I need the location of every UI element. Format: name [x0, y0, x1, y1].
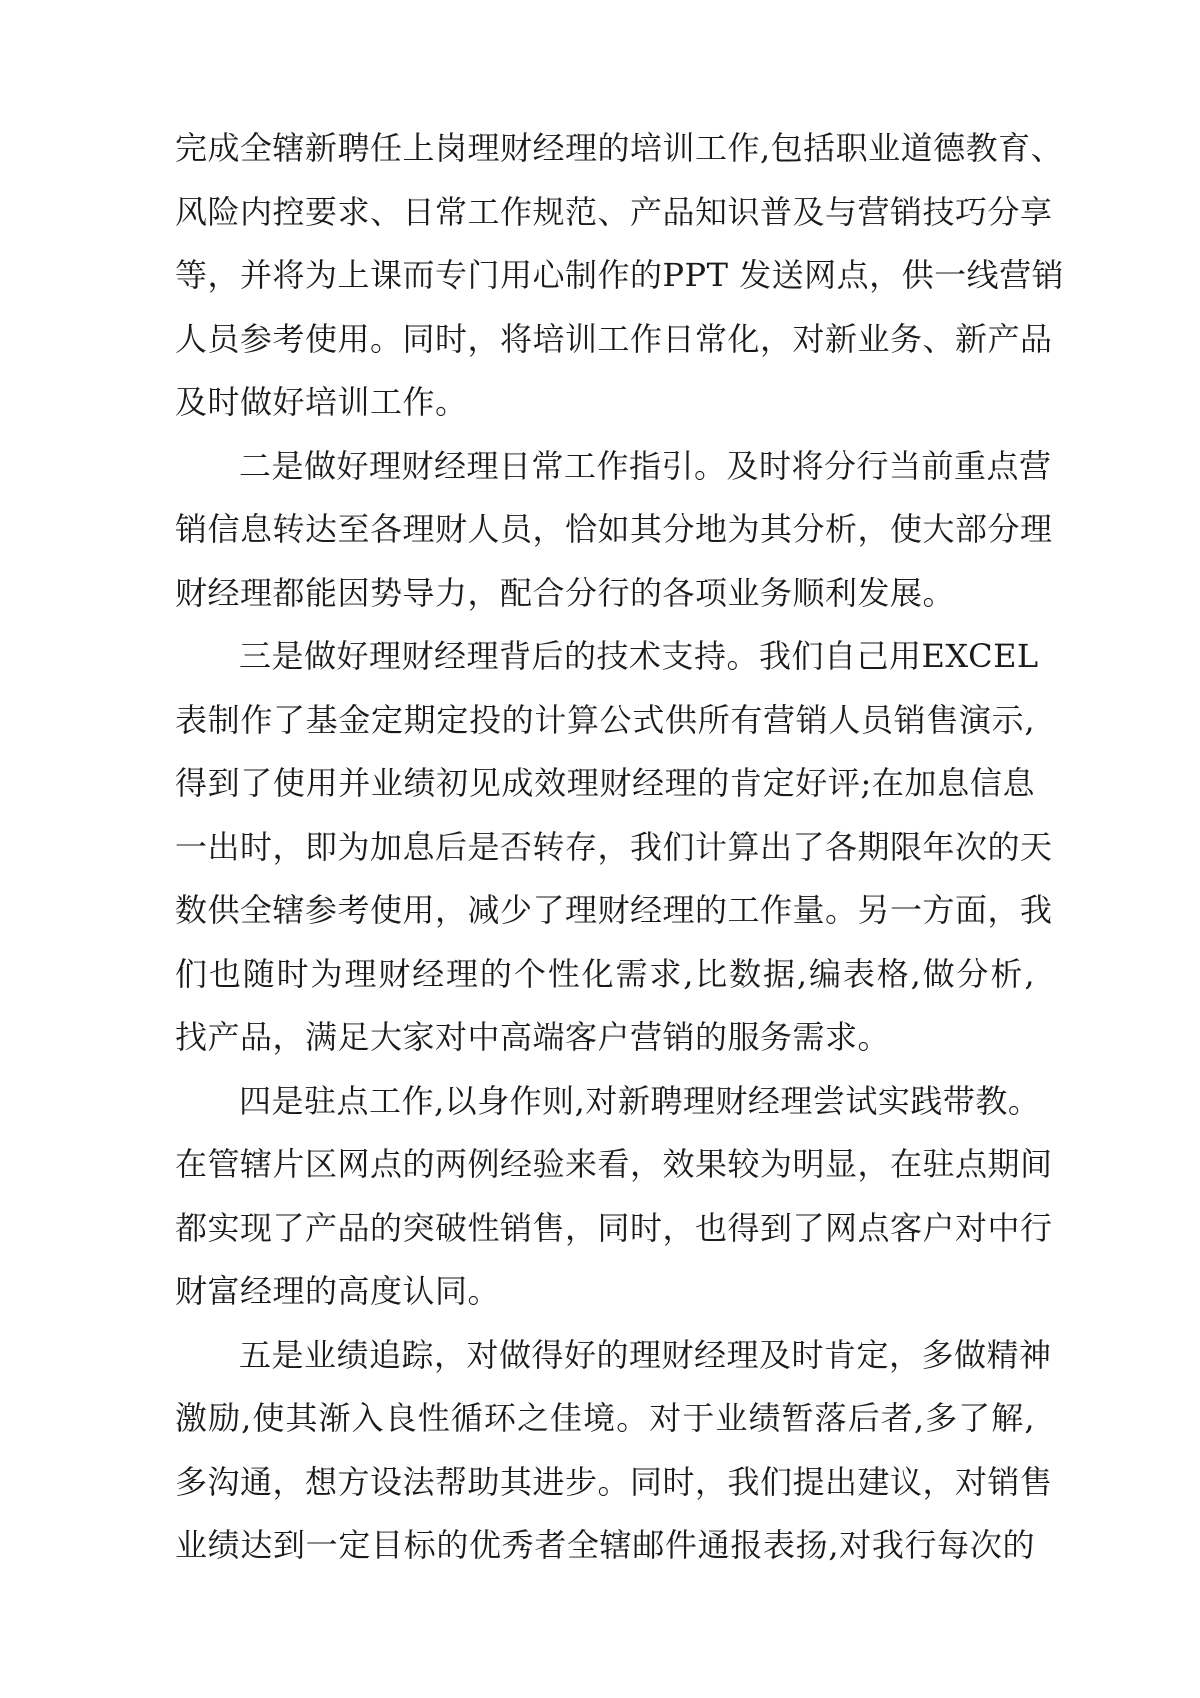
text-line: 财经理都能因势导力，配合分行的各项业务顺利发展。 — [175, 573, 956, 612]
text-line: 激励,使其渐入良性循环之佳境。对于业绩暂落后者,多了解, — [175, 1399, 1035, 1437]
paragraph-3-first-line: 三是做好理财经理背后的技术支持。我们自己用EXCEL — [239, 637, 1039, 675]
text-line: 销信息转达至各理财人员，恰如其分地为其分析，使大部分理 — [175, 510, 1053, 548]
text-line: 财富经理的高度认同。 — [175, 1272, 501, 1310]
text-line: 表制作了基金定期定投的计算公式供所有营销人员销售演示, — [175, 700, 1035, 739]
text-line: 数供全辖参考使用，减少了理财经理的工作量。另一方面，我 — [175, 891, 1053, 929]
paragraph-2-first-line: 二是做好理财经理日常工作指引。及时将分行当前重点营 — [239, 446, 1052, 485]
text-line: 人员参考使用。同时，将培训工作日常化，对新业务、新产品 — [175, 319, 1053, 358]
text-line: 得到了使用并业绩初见成效理财经理的肯定好评;在加息信息 — [175, 764, 1035, 802]
text-line: 在管辖片区网点的两例经验来看，效果较为明显，在驻点期间 — [175, 1145, 1053, 1183]
text-line: 找产品，满足大家对中高端客户营销的服务需求。 — [175, 1018, 891, 1056]
text-line: 风险内控要求、日常工作规范、产品知识普及与营销技巧分享 — [175, 192, 1053, 231]
text-line: 都实现了产品的突破性销售，同时，也得到了网点客户对中行 — [175, 1208, 1053, 1247]
text-line: 业绩达到一定目标的优秀者全辖邮件通报表扬,对我行每次的 — [175, 1526, 1035, 1564]
text-line: 多沟通，想方设法帮助其进步。同时，我们提出建议，对销售 — [175, 1462, 1053, 1501]
text-line: 一出时，即为加息后是否转存，我们计算出了各期限年次的天 — [175, 827, 1053, 866]
paragraph-4-first-line: 四是驻点工作,以身作则,对新聘理财经理尝试实践带教。 — [239, 1081, 1041, 1120]
paragraph-5-first-line: 五是业绩追踪，对做得好的理财经理及时肯定，多做精神 — [239, 1335, 1052, 1374]
text-line: 及时做好培训工作。 — [175, 383, 468, 421]
text-line: 等，并将为上课而专门用心制作的PPT 发送网点，供一线营销 — [175, 256, 1065, 294]
text-line: 完成全辖新聘任上岗理财经理的培训工作,包括职业道德教育、 — [175, 129, 1064, 167]
body-text — [175, 117, 1065, 1578]
text-line: 们也随时为理财经理的个性化需求,比数据,编表格,做分析, — [175, 954, 1035, 993]
